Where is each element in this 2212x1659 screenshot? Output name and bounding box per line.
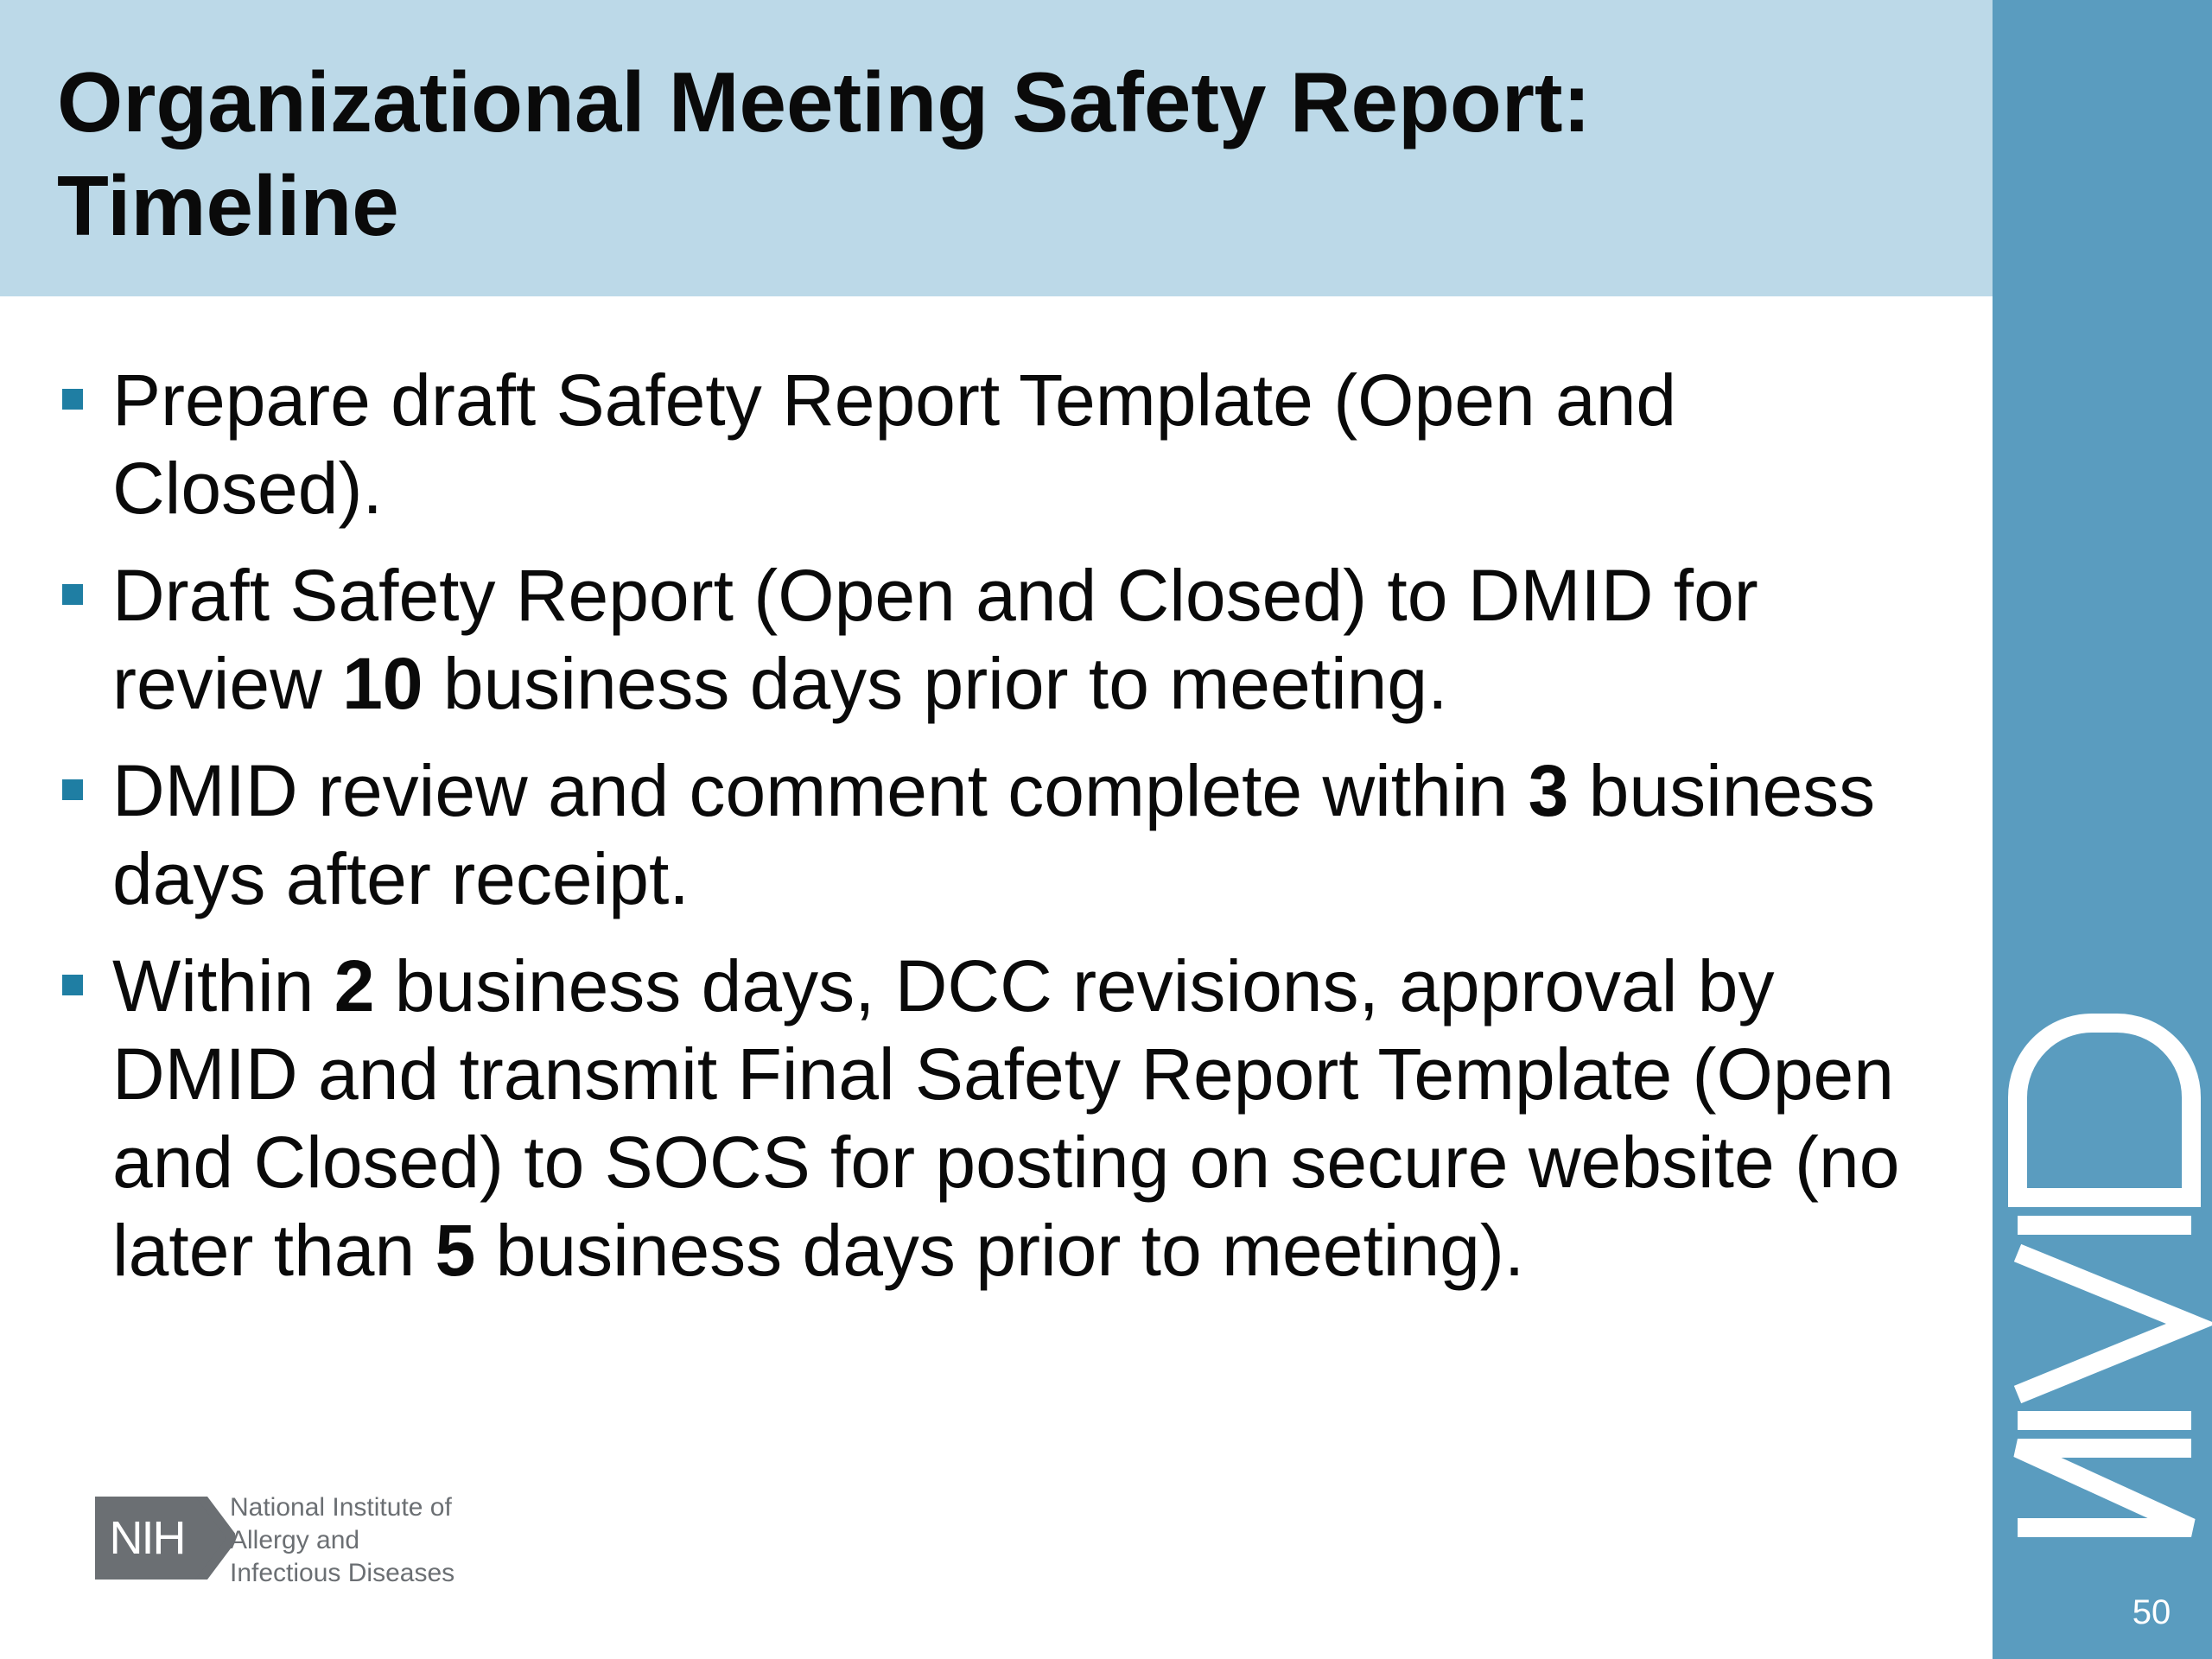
bullet-emphasis: 5 [435,1210,476,1291]
bullet-text: business days after receipt. [112,750,1876,919]
bullet-emphasis: 10 [342,643,423,724]
slide-title [57,50,1958,257]
institute-name-line-2: Allergy and [230,1526,360,1554]
bullet-list [57,356,1941,1313]
bullet-item [57,551,1941,728]
bullet-text: DMID review and comment complete within [112,750,1529,831]
square-bullet-icon [62,779,83,800]
institute-name [230,1491,575,1590]
niaid-logo-icon [1993,1002,2212,1555]
bullet-text: business days prior to meeting). [475,1210,1525,1291]
bullet-item [57,747,1941,923]
niaid-letter-d [2018,1023,2191,1198]
bullet-emphasis: 2 [334,945,375,1027]
bullet-text: Prepare draft Safety Report Template (Open and Closed). [112,359,1677,529]
institute-name-line-1: National Institute of [230,1493,452,1522]
bullet-emphasis: 3 [1528,750,1569,831]
niaid-letter-a [2018,1253,2191,1395]
bullet-text: Draft Safety Report (Open and Closed) to DMID for review [112,555,1758,724]
bullet-item [57,356,1941,532]
institute-name-line-3: Infectious Diseases [230,1559,455,1587]
bullet-text: business days, DCC revisions, approval by DMID and transmit Final Safety Report Template (Open and Closed) to SOCS for posting on secure website (no later than [112,945,1900,1291]
square-bullet-icon [62,584,83,605]
niaid-letter-n [2018,1448,2191,1528]
square-bullet-icon [62,389,83,410]
nih-logo-text: NIH [109,1512,185,1564]
slide-title-line-2: Timeline [57,158,399,253]
bullet-text: Within [112,945,334,1027]
square-bullet-icon [62,975,83,995]
bullet-item [57,942,1941,1294]
page-number: 50 [2132,1593,2171,1631]
niaid-logo-letters [2018,1023,2191,1528]
slide-title-line-1: Organizational Meeting Safety Report: [57,54,1592,149]
bullet-text: business days prior to meeting. [423,643,1448,724]
